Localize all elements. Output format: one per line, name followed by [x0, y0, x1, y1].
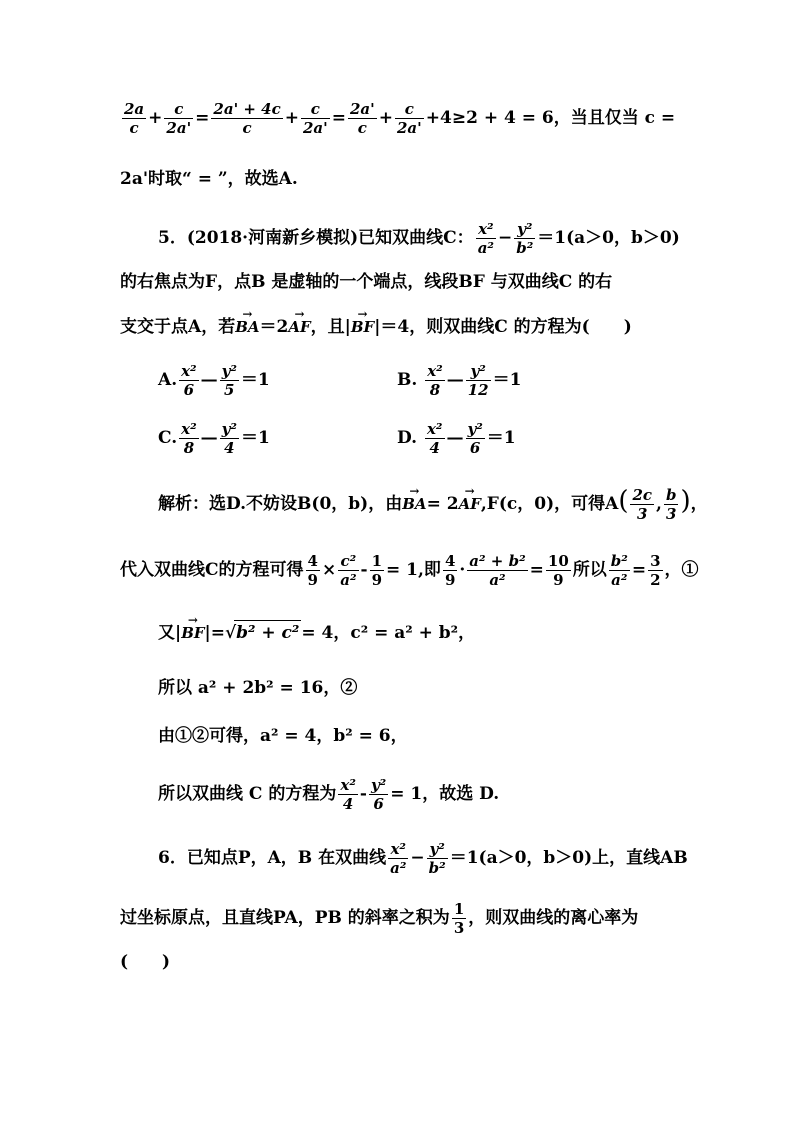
question-5-line-2: 的右焦点为F，点B 是虚轴的一个端点，线段BF 与双曲线C 的右 — [120, 272, 613, 292]
fraction: $\frac{\text{y²}}{\text{b²}}$ — [516, 220, 534, 257]
question-5-line-3: 支交于点A，若→ BA＝2→ AF，且|→ BF|＝4，则双曲线C 的方程为( ) — [120, 315, 632, 339]
vector-bf: → BF — [351, 315, 374, 339]
text-line-2: 2a'时取“ = ”，故选A. — [120, 169, 298, 189]
solution-line-1: 解析：选D.不妨设B(0，b)，由→ BA= 2→ AF,F(c，0)，可得A( $\frac{2c}{3}$ , $\frac{b}{3}$ )， — [158, 486, 708, 523]
option-a[interactable]: A. $\frac{\text{x²}}{6}$ — $\frac{\text{y²}}{5}$ ＝1 — [158, 362, 270, 399]
solution-line-2: 代入双曲线C的方程可得 $\frac{4}{9}$ × $\frac{\text{c²}}{\text{a²}}$ - $\frac{1}{9}$ = 1,即 $\frac{4}{9}$ · $\frac{\text{a² + b²}}{\text{a²}}$ = $\frac{10}{9}$ 所以 $\frac{\text{b²}}{\text{a²}}$ = $\frac{3}{2}$ ，① — [120, 552, 699, 589]
fraction: $\frac{c}{2a'}$ — [166, 100, 192, 137]
solution-line-5: 由①②可得，a² = 4，b² = 6， — [158, 726, 408, 746]
question-6-line-2: 过坐标原点，且直线PA，PB 的斜率之积为 $\frac{1}{3}$ ，则双曲线的离心率为 — [120, 900, 639, 937]
solution-line-3: 又|→ BF|=√b² + c² = 4，c² = a² + b²， — [158, 620, 475, 645]
fraction: $\frac{2a'}{c}$ — [350, 100, 375, 137]
fraction: $\frac{2a}{c}$ — [124, 100, 145, 137]
option-b[interactable]: B. $\frac{\text{x²}}{8}$ — $\frac{\text{y²}}{12}$ ＝1 — [397, 362, 522, 399]
formula-line-1: $\frac{2a}{c}$ + $\frac{c}{2a'}$ = $\frac{2a' + 4c}{c}$ + $\frac{c}{2a'}$ = $\frac{2a'}{c}$ + $\frac{c}{2a'}$ +4≥2 + 4 = 6，当且仅当 c = — [124, 100, 676, 137]
fraction: $\frac{\text{x²}}{\text{a²}}$ — [477, 220, 494, 257]
option-d[interactable]: D. $\frac{\text{x²}}{4}$ — $\frac{\text{y²}}{6}$ ＝1 — [397, 420, 516, 457]
option-c[interactable]: C. $\frac{\text{x²}}{8}$ — $\frac{\text{y²}}{4}$ ＝1 — [158, 420, 270, 457]
solution-line-6: 所以双曲线 C 的方程为 $\frac{\text{x²}}{4}$ - $\frac{\text{y²}}{6}$ = 1，故选 D. — [158, 776, 500, 813]
vector-af: → AF — [288, 315, 310, 339]
vector-ba: → BA — [235, 315, 259, 339]
fraction: $\frac{2a' + 4c}{c}$ — [213, 100, 281, 137]
solution-line-4: 所以 a² + 2b² = 16，② — [158, 678, 358, 698]
question-6-answer-blank: ( ) — [120, 952, 171, 972]
fraction: $\frac{c}{2a'}$ — [397, 100, 422, 137]
question-5-line-1: 5．(2018·河南新乡模拟)已知双曲线C： $\frac{\text{x²}}{\text{a²}}$ − $\frac{\text{y²}}{\text{b²}}$ ＝1(a＞0，b＞0) — [158, 220, 680, 257]
fraction: $\frac{c}{2a'}$ — [303, 100, 328, 137]
question-6-line-1: 6．已知点P，A，B 在双曲线 $\frac{\text{x²}}{\text{a²}}$ − $\frac{\text{y²}}{\text{b²}}$ ＝1(a＞0，b＞0)上，直线AB — [158, 840, 688, 877]
